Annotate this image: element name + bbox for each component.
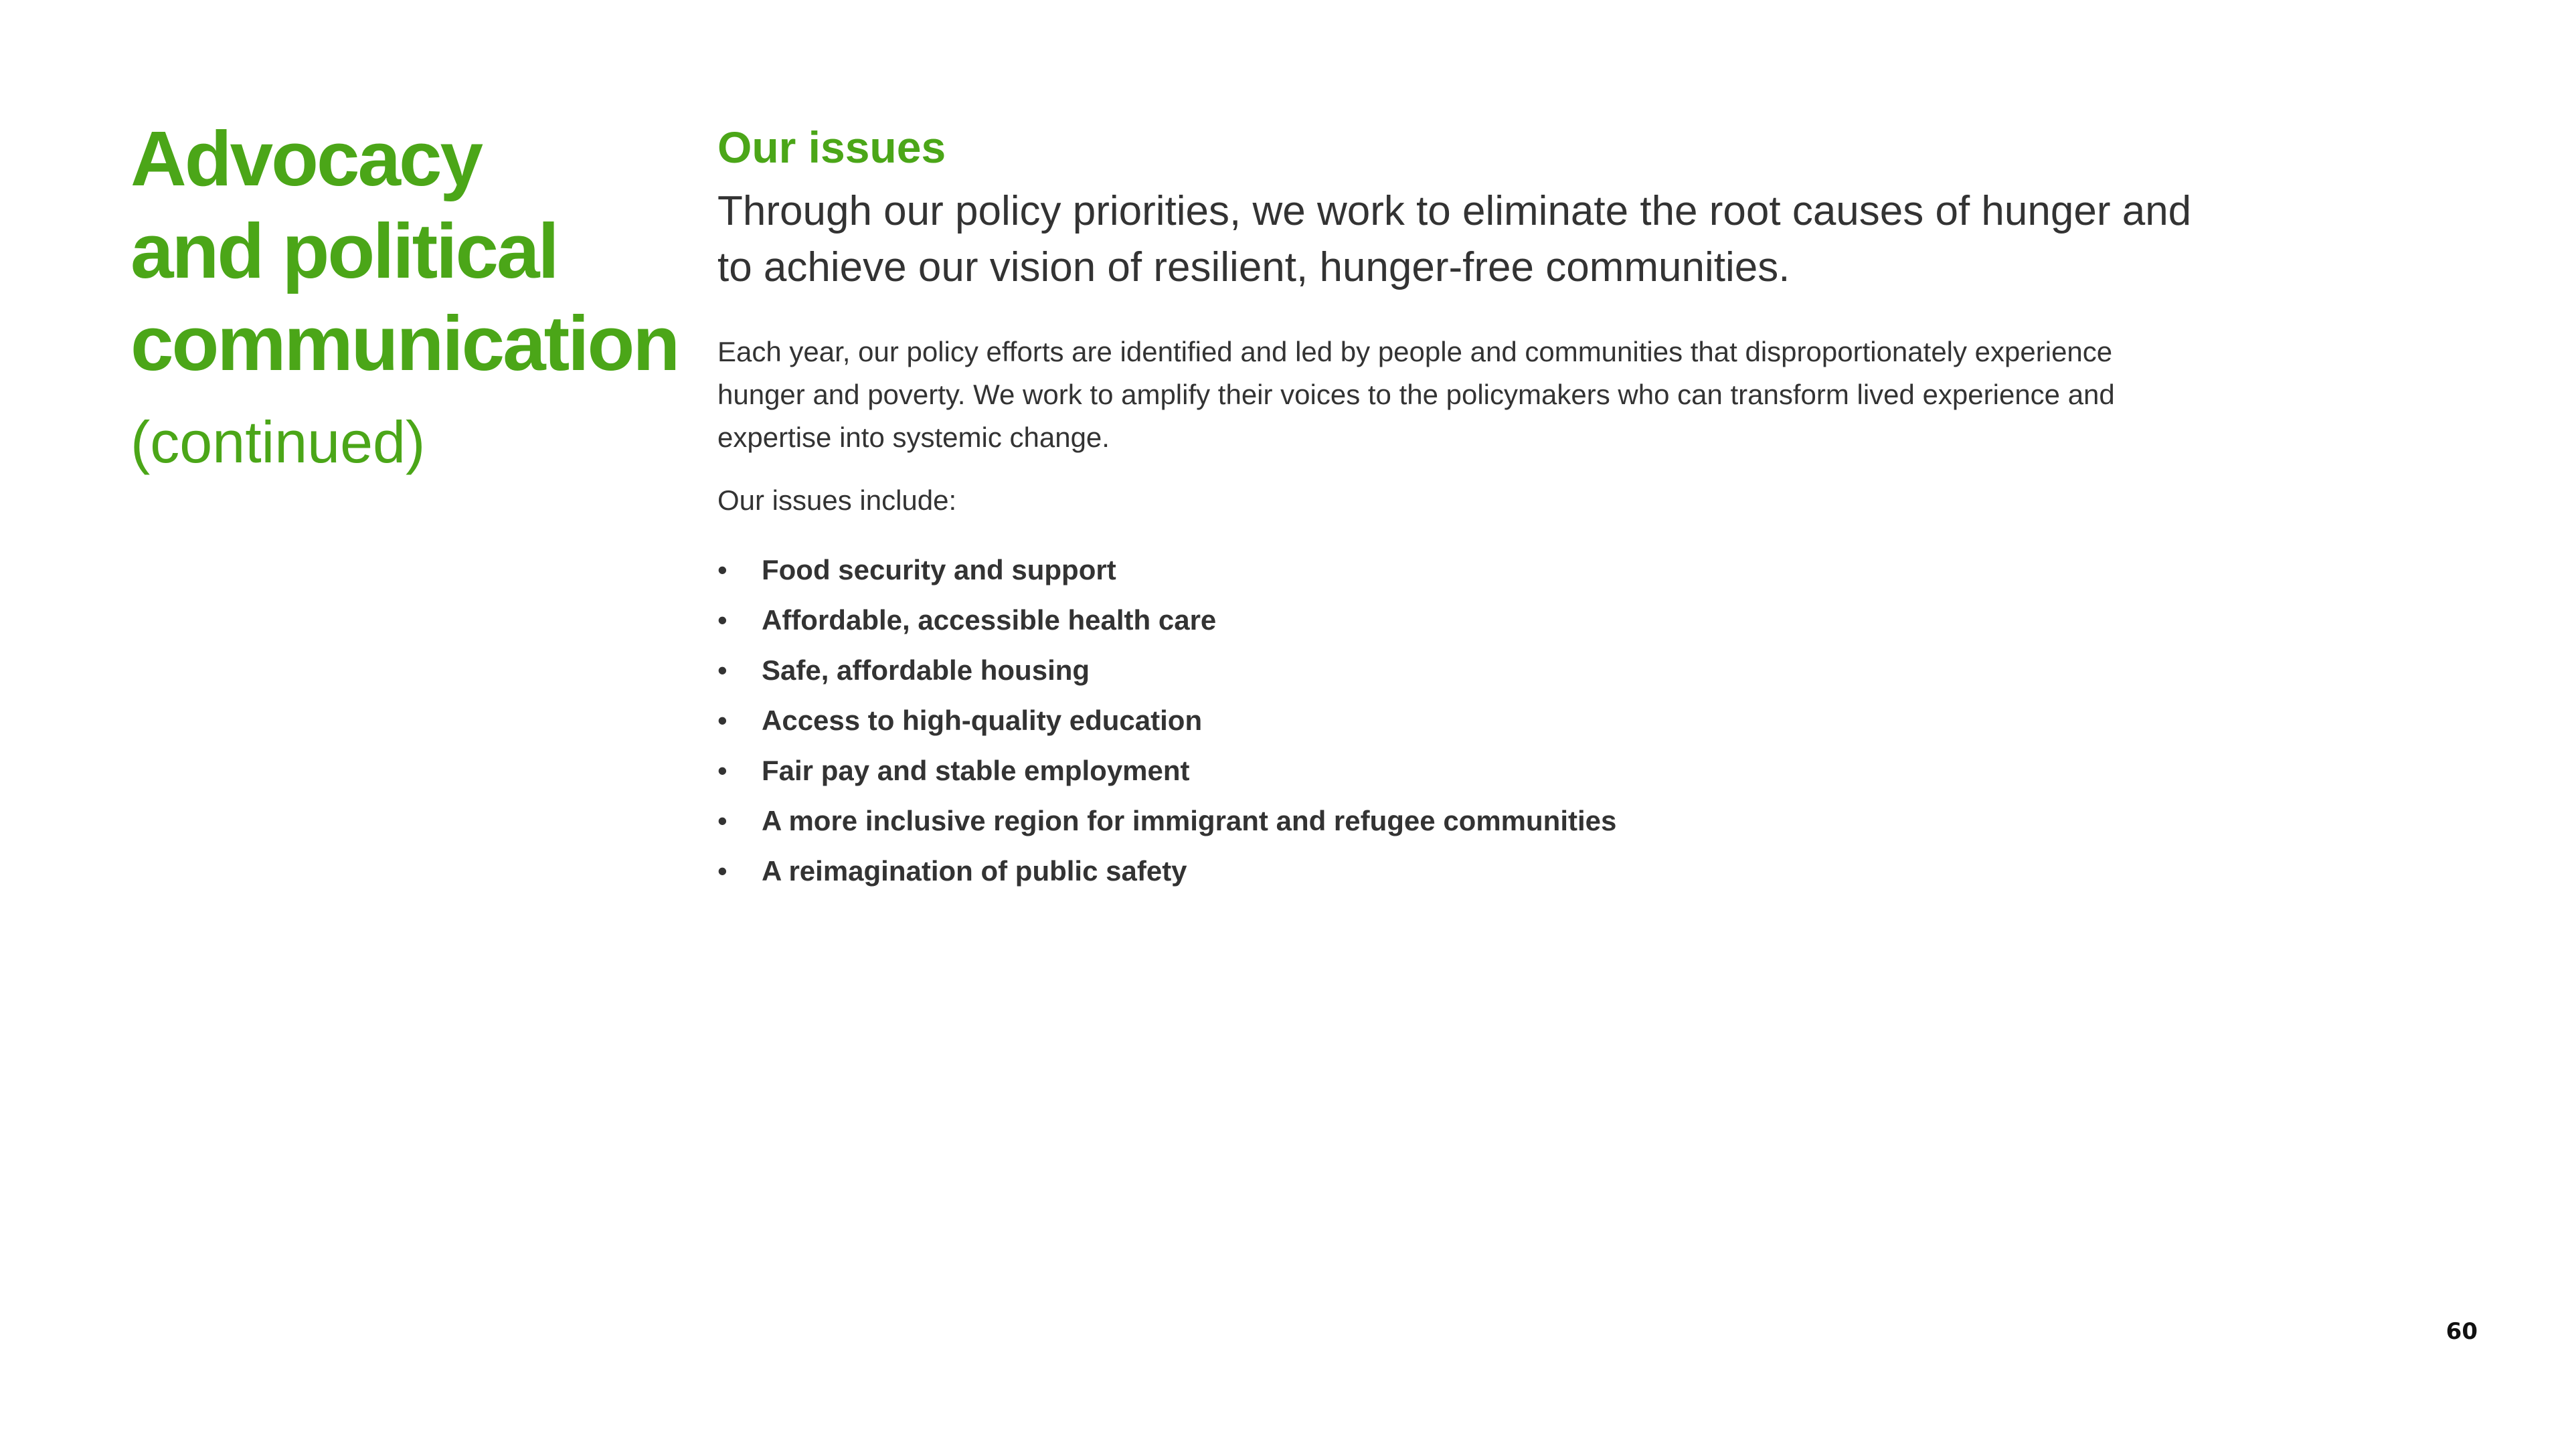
issues-list xyxy=(717,545,2257,896)
main-content xyxy=(717,120,2257,896)
bullet-icon: • xyxy=(717,705,727,736)
issues-intro: Our issues include: xyxy=(717,484,957,516)
list-item xyxy=(717,695,2257,745)
list-item xyxy=(717,595,2257,645)
issue-label: A reimagination of public safety xyxy=(762,855,1187,887)
page-subtitle: (continued) xyxy=(131,409,426,475)
list-item xyxy=(717,796,2257,846)
bullet-icon: • xyxy=(717,805,727,836)
list-item xyxy=(717,645,2257,695)
page-title-line-2: and political xyxy=(131,207,558,294)
page-title-line-3: communication xyxy=(131,300,679,387)
issue-label: Affordable, accessible health care xyxy=(762,604,1217,636)
page-title-line-1: Advocacy xyxy=(131,115,482,202)
section-heading: Our issues xyxy=(717,122,946,172)
list-item xyxy=(717,745,2257,796)
issue-label: A more inclusive region for immigrant and refugee communities xyxy=(762,805,1617,836)
bullet-icon: • xyxy=(717,604,727,636)
issue-label: Fair pay and stable employment xyxy=(762,755,1190,786)
bullet-icon: • xyxy=(717,855,727,887)
issue-label: Safe, affordable housing xyxy=(762,654,1090,686)
issue-label: Access to high-quality education xyxy=(762,705,1203,736)
lead-paragraph: Through our policy priorities, we work to eliminate the root causes of hunger and to achieve our vision of resilient, hunger-free communities. xyxy=(717,188,2192,290)
body-paragraph: Each year, our policy efforts are identified and led by people and communities that disproportionately experience hunger and poverty. We work to amplify their voices to the policymakers who can transform lived experience and expertise into systemic change. xyxy=(717,336,2115,453)
list-item xyxy=(717,846,2257,896)
bullet-icon: • xyxy=(717,654,727,686)
bullet-icon: • xyxy=(717,554,727,585)
page-number: 60 xyxy=(2446,1318,2478,1345)
list-item xyxy=(717,545,2257,595)
page-title-block xyxy=(131,112,679,479)
bullet-icon: • xyxy=(717,755,727,786)
issue-label: Food security and support xyxy=(762,554,1116,585)
